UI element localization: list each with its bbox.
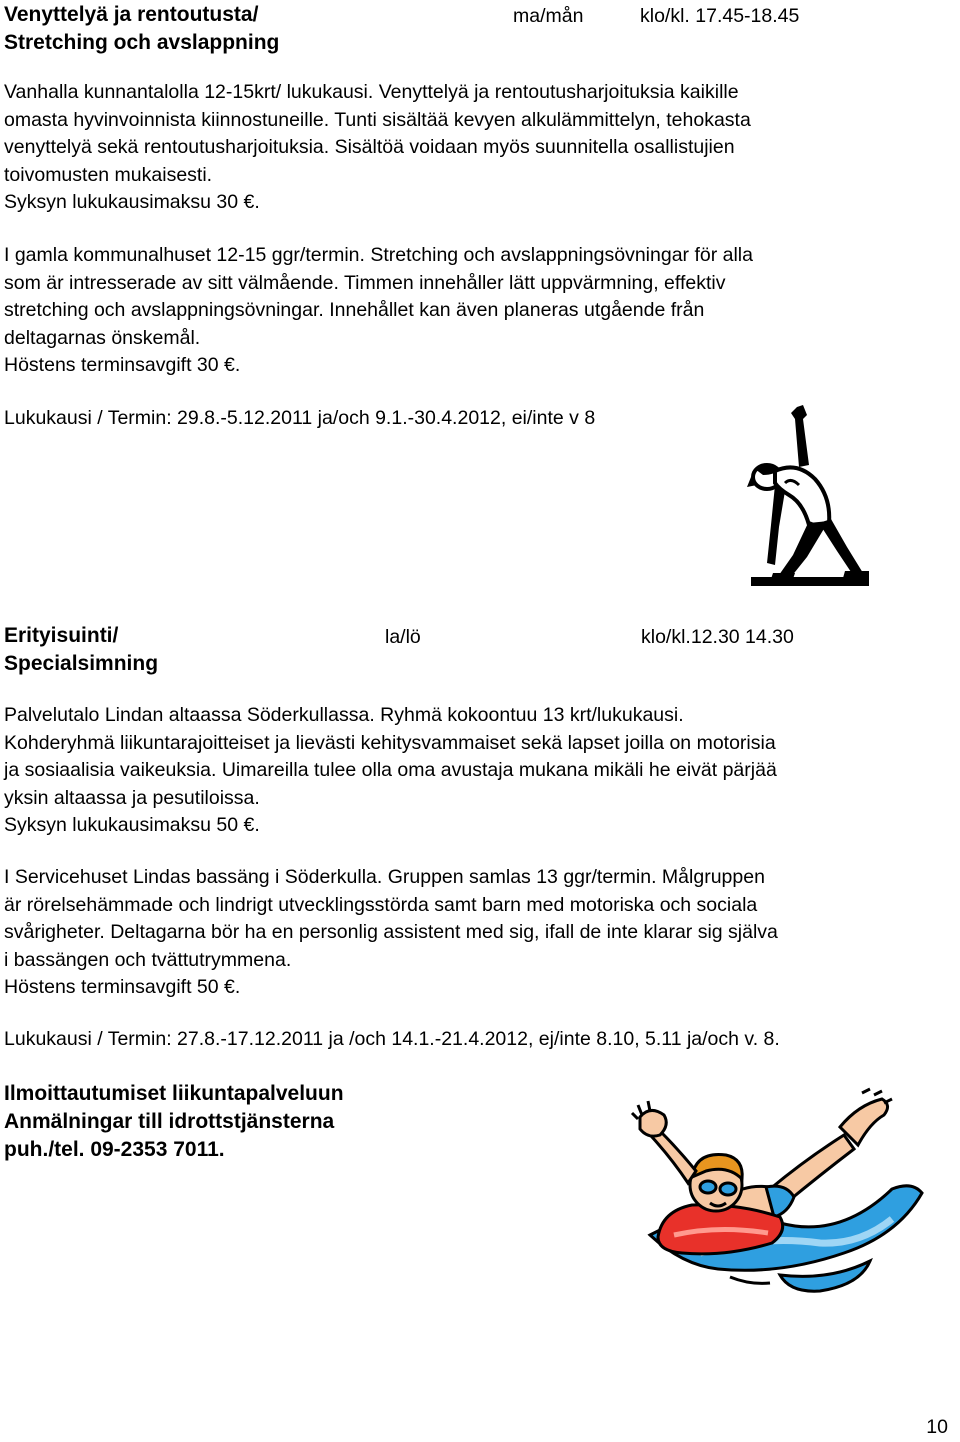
swim-sv-line: svårigheter. Deltagarna bör ha en personlig assistent med sig, ifall de inte klarar sig själva [4,921,778,943]
stretch-fi-line: venyttelyä sekä rentoutusharjoituksia. Sisältöä voidaan myös suunnitella osallistujien [4,136,735,158]
swim-fi-paragraph [4,702,777,840]
swim-sv-fee: Höstens terminsavgift 50 €. [4,976,241,998]
stretch-sv-line: som är intresserade av sitt välmående. Timmen innehåller lätt uppvärmning, effektiv [4,271,726,294]
stretch-time: klo/kl. 17.45-18.45 [640,5,800,27]
stretch-fi-fee: Syksyn lukukausimaksu 30 €. [4,191,260,213]
swim-title-line1: Erityisuinti/ [4,624,119,647]
stretch-fi-line: Vanhalla kunnantalolla 12-15krt/ lukukausi. Venyttelyä ja rentoutusharjoituksia kaikille [4,81,739,103]
stretch-title [4,1,279,57]
swimmer-on-kickboard-icon [630,1085,930,1300]
stretch-term: Lukukausi / Termin: 29.8.-5.12.2011 ja/och 9.1.-30.4.2012, ei/inte v 8 [4,407,596,429]
stretch-title-line2: Stretching och avslappning [4,31,280,54]
swim-sv-line: i bassängen och tvättutrymmena. [4,948,292,971]
swim-fi-fee: Syksyn lukukausimaksu 50 €. [4,814,260,836]
swim-sv-line: I Servicehuset Lindas bassäng i Söderkulla. Gruppen samlas 13 ggr/termin. Målgruppen [4,866,765,888]
swim-title [4,622,158,678]
swim-fi-line: Palvelutalo Lindan altaassa Söderkullassa. Ryhmä kokoontuu 13 krt/lukukausi. [4,704,684,726]
stretch-sv-fee: Höstens terminsavgift 30 €. [4,354,241,376]
stretch-fi-line: toivomusten mukaisesti. [4,163,213,186]
swim-title-line2: Specialsimning [4,652,159,675]
stretching-woman-icon [745,405,875,590]
swim-fi-line: yksin altaassa ja pesutiloissa. [4,786,260,809]
stretch-fi-paragraph [4,79,751,217]
stretch-sv-line: I gamla kommunalhuset 12-15 ggr/termin. Stretching och avslappningsövningar för alla [4,244,753,266]
swim-day: la/lö [385,626,421,648]
signup-block [4,1080,344,1164]
swim-fi-line: ja sosiaalisia vaikeuksia. Uimareilla tulee olla oma avustaja mukana mikäli he eivät pärjää [4,759,777,781]
stretch-sv-line: stretching och avslappningsövningar. Innehållet kan även planeras utgående från [4,299,705,321]
signup-line2: Anmälningar till idrottstjänsterna [4,1110,335,1133]
stretch-day: ma/mån [513,5,584,27]
stretch-fi-line: omasta hyvinvoinnista kiinnostuneille. Tunti sisältää kevyen alkulämmittelyn, tehokasta [4,108,751,131]
signup-phone: puh./tel. 09-2353 7011. [4,1138,225,1161]
page-number: 10 [926,1416,948,1438]
swim-fi-line: Kohderyhmä liikuntarajoitteiset ja lievästi kehitysvammaiset sekä lapset joilla on motorisia [4,731,776,754]
stretch-sv-line: deltagarnas önskemål. [4,326,201,349]
swim-time: klo/kl.12.30 14.30 [641,626,794,648]
swim-term: Lukukausi / Termin: 27.8.-17.12.2011 ja /och 14.1.-21.4.2012, ej/inte 8.10, 5.11 ja/och v. 8. [4,1028,780,1050]
stretch-title-line1: Venyttelyä ja rentoutusta/ [4,3,259,26]
swim-sv-line: är rörelsehämmade och lindrigt utvecklingsstörda samt barn med motoriska och sociala [4,893,758,916]
swim-sv-paragraph [4,864,778,1002]
stretch-sv-paragraph [4,242,753,380]
signup-line1: Ilmoittautumiset liikuntapalveluun [4,1082,344,1105]
